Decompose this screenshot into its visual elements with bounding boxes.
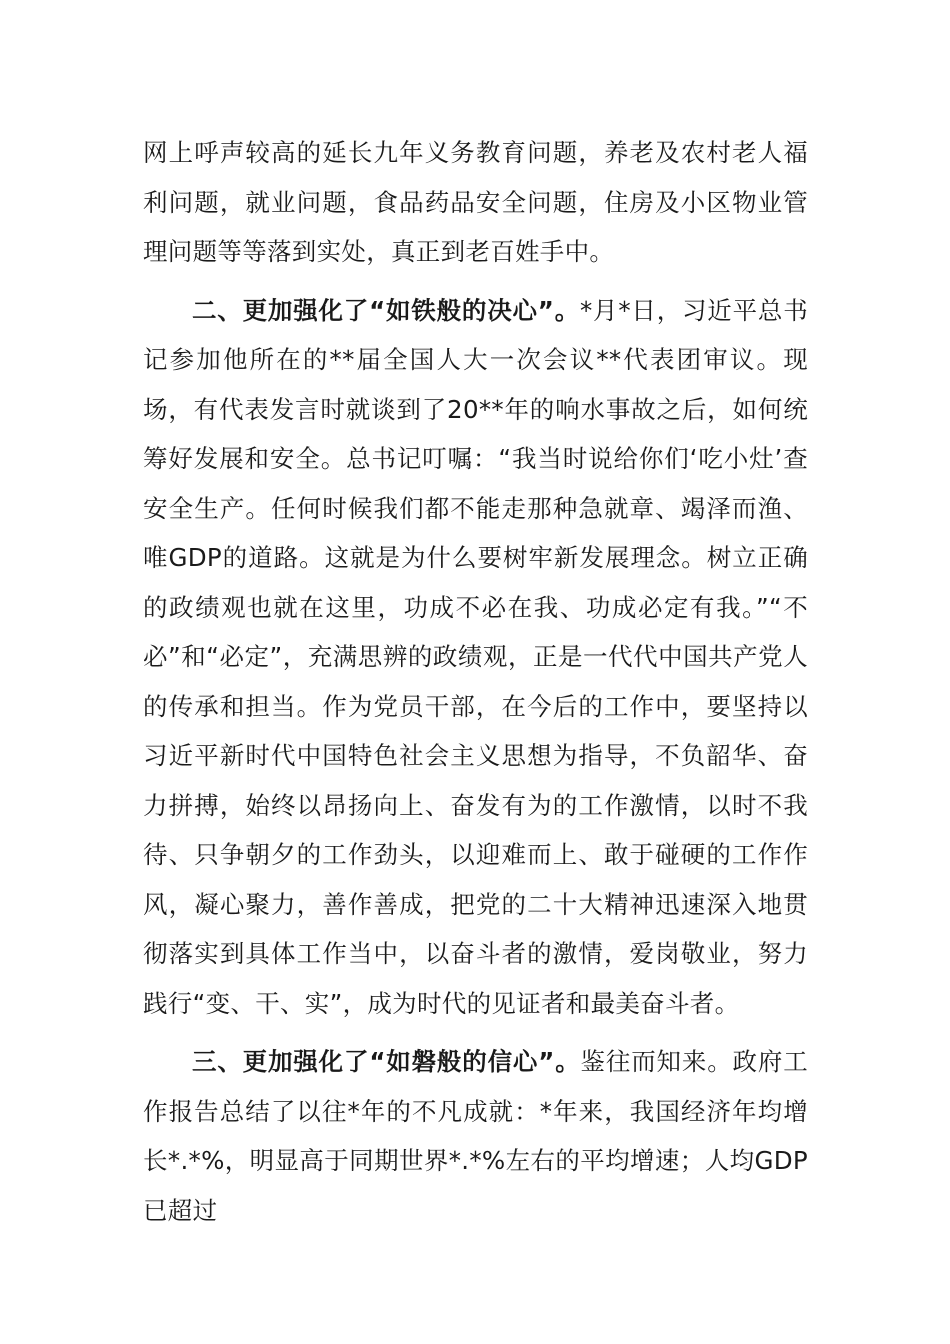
paragraph-continuation	[143, 128, 808, 277]
paragraph-section-two	[143, 286, 808, 1029]
paragraph-body: *月*日，习近平总书记参加他所在的**届全国人大一次会议**代表团审议。现场，有代表发言时就谈到了20**年的响水事故之后，如何统筹好发展和安全。总书记叮嘱：“我当时说给你们‘吃小灶’查安全生产。任何时候我们都不能走那种急就章、竭泽而渔、唯GDP的道路。这就是为什么要树牢新发展理念。树立正确的政绩观也就在这里，功成不必在我、功成必定有我。”“不必”和“必定”，充满思辨的政绩观，正是一代代中国共产党人的传承和担当。作为党员干部，在今后的工作中，要坚持以习近平新时代中国特色社会主义思想为指导，不负韶华、奋力拼搏，始终以昂扬向上、奋发有为的工作激情，以时不我待、只争朝夕的工作劲头，以迎难而上、敢于碰硬的工作作风，凝心聚力，善作善成，把党的二十大精神迅速深入地贯彻落实到具体工作当中，以奋斗者的激情，爱岗敬业，努力践行“变、干、实”，成为时代的见证者和最美奋斗者。	[143, 295, 808, 1018]
paragraph-section-three	[143, 1037, 808, 1235]
section-heading: 三、更加强化了“如磐般的信心”。	[192, 1047, 581, 1076]
document-page	[143, 128, 808, 1235]
paragraph-body: 鉴往而知来。政府工作报告总结了以往*年的不凡成就：*年来，我国经济年均增长*.*%，明显高于同期世界*.*%左右的平均增速；人均GDP已超过	[143, 1047, 808, 1225]
section-heading: 二、更加强化了“如铁般的决心”。	[192, 295, 580, 325]
paragraph-body: 网上呼声较高的延长九年义务教育问题，养老及农村老人福利问题，就业问题，食品药品安全问题，住房及小区物业管理问题等等落到实处，真正到老百姓手中。	[143, 138, 808, 266]
